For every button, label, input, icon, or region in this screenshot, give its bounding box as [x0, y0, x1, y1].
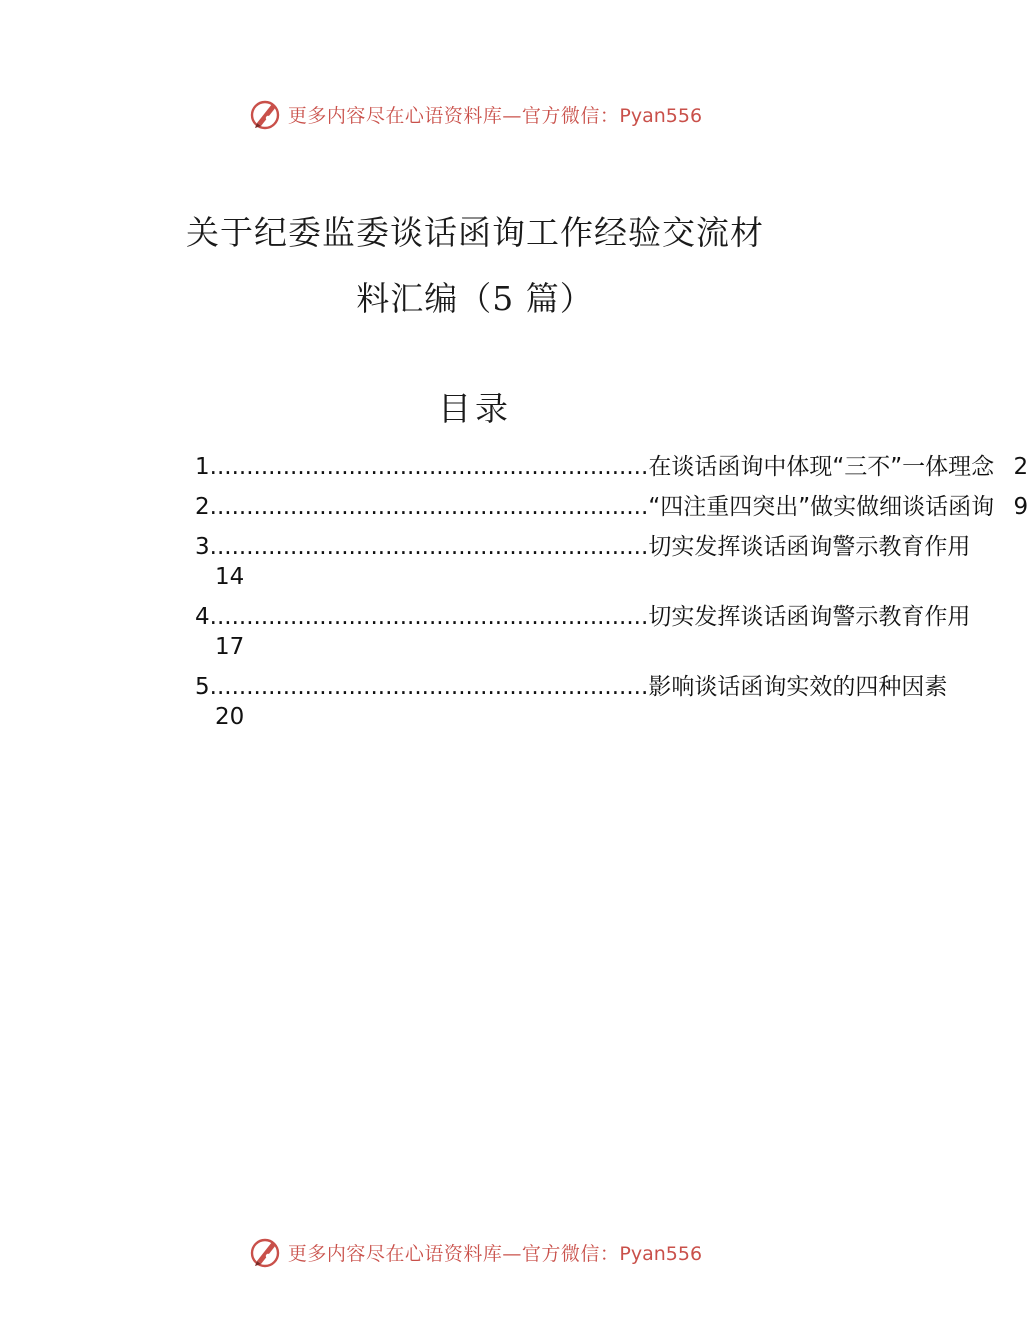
toc-leader-dots: ............................................................	[209, 494, 649, 520]
table-of-contents	[195, 452, 1028, 742]
toc-entry-3[interactable]	[195, 532, 971, 592]
document-title-line-2: 料汇编（5 篇）	[356, 279, 594, 318]
pen-logo-icon	[248, 1235, 282, 1269]
toc-entry-page: 14	[215, 564, 245, 590]
toc-entry-number: 4	[195, 604, 210, 630]
toc-entry-title: 切实发挥谈话函询警示教育作用	[648, 604, 971, 630]
toc-entry-page: 9	[1013, 494, 1028, 520]
toc-leader-dots: ............................................................	[209, 604, 649, 630]
toc-entry-title: 影响谈话函询实效的四种因素	[648, 674, 948, 700]
pen-logo-icon	[248, 97, 282, 131]
toc-entry-4[interactable]	[195, 602, 971, 662]
toc-entry-page: 17	[215, 634, 245, 660]
toc-entry-page: 20	[215, 704, 245, 730]
watermark-wechat-id: Pyan556	[619, 104, 703, 127]
header-watermark	[0, 94, 950, 134]
toc-entry-number: 2	[195, 494, 210, 520]
toc-entry-1[interactable]	[195, 452, 1028, 482]
watermark-text: 更多内容尽在心语资料库—官方微信：Pyan556	[287, 1242, 703, 1265]
toc-entry-page: 2	[1013, 454, 1028, 480]
footer-watermark	[0, 1232, 950, 1272]
toc-entry-title: 在谈话函询中体现“三不”一体理念	[648, 454, 995, 480]
toc-leader-dots: ............................................................	[209, 534, 649, 560]
toc-heading: 目录	[438, 389, 512, 428]
document-title-line-1: 关于纪委监委谈话函询工作经验交流材	[186, 213, 764, 252]
toc-entry-number: 5	[195, 674, 210, 700]
toc-entry-2[interactable]	[195, 492, 1028, 522]
toc-leader-dots: ............................................................	[209, 454, 649, 480]
toc-entry-title: 切实发挥谈话函询警示教育作用	[648, 534, 971, 560]
toc-entry-number: 3	[195, 534, 210, 560]
watermark-wechat-id: Pyan556	[619, 1242, 703, 1265]
toc-entry-5[interactable]	[195, 672, 948, 732]
toc-entry-number: 1	[195, 454, 210, 480]
document-title	[0, 200, 950, 332]
watermark-text: 更多内容尽在心语资料库—官方微信：Pyan556	[287, 104, 703, 127]
toc-leader-dots: ............................................................	[209, 674, 649, 700]
toc-entry-title: “四注重四突出”做实做细谈话函询	[648, 494, 995, 520]
